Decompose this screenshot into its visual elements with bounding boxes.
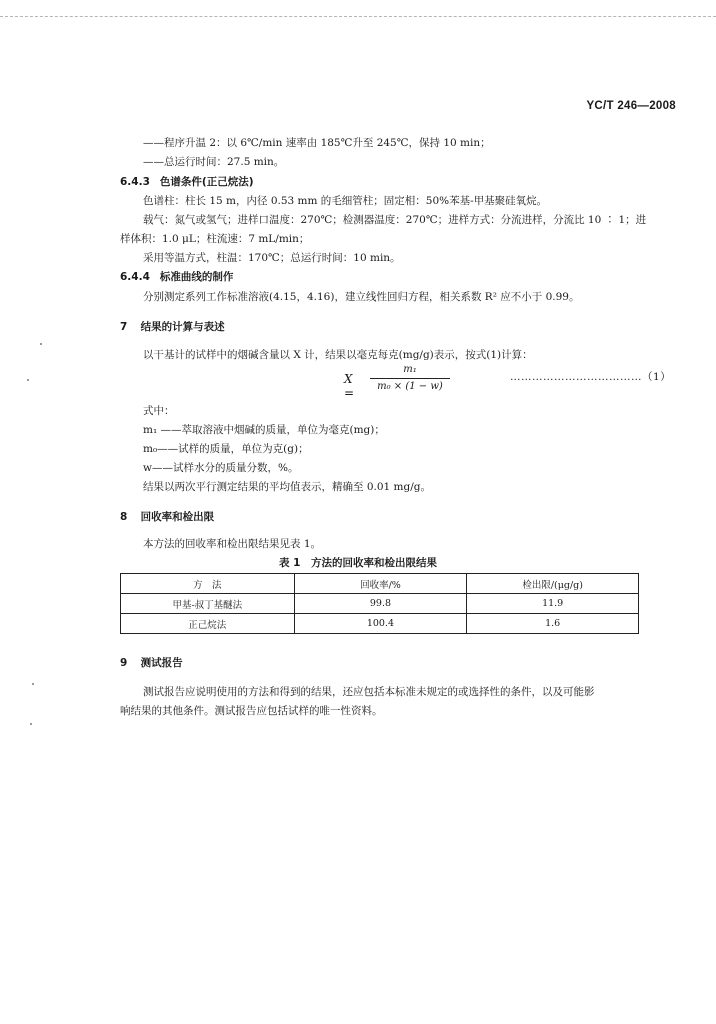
test-report-paragraph-line2: 响结果的其他条件。测试报告应包括试样的唯一性资料。 bbox=[120, 705, 383, 717]
carrier-gas-paragraph-line2: 样体积：1.0 μL；柱流速：7 mL/min； bbox=[120, 233, 310, 245]
section-title: 标准曲线的制作 bbox=[159, 271, 234, 283]
equation-number: ………………………………（1） bbox=[510, 371, 672, 383]
section-7-heading bbox=[120, 320, 225, 334]
table-header-method: 方 法 bbox=[121, 574, 295, 594]
table-cell-detection-limit: 11.9 bbox=[467, 594, 639, 614]
scan-speck bbox=[27, 379, 29, 381]
table-cell-method: 正己烷法 bbox=[121, 614, 295, 634]
section-number: 6.4.3 bbox=[120, 176, 150, 188]
table-header-detection-limit: 检出限/(μg/g) bbox=[467, 574, 639, 594]
calibration-paragraph: 分别测定系列工作标准溶液(4.15，4.16)，建立线性回归方程，相关系数 R² 应不小于 0.99。 bbox=[143, 291, 580, 303]
section-6-4-3-heading bbox=[120, 175, 254, 189]
table-cell-detection-limit: 1.6 bbox=[467, 614, 639, 634]
section-9-heading bbox=[120, 656, 183, 670]
table-header-recovery: 回收率/% bbox=[294, 574, 467, 594]
isothermal-paragraph: 采用等温方式，柱温：170℃；总运行时间：10 min。 bbox=[143, 252, 401, 264]
carrier-gas-paragraph-line1: 载气：氮气或氢气；进样口温度：270℃；检测器温度：270℃；进样方式：分流进样，分流比 10 ∶ 1；进 bbox=[143, 214, 647, 226]
section-number: 8 bbox=[120, 511, 128, 523]
fraction-bar bbox=[370, 378, 450, 379]
table-header-row bbox=[121, 574, 639, 594]
where-label: 式中： bbox=[143, 405, 175, 417]
definition-m0: m₀——试样的质量，单位为克(g)； bbox=[143, 443, 309, 455]
section-number: 7 bbox=[120, 321, 128, 333]
recovery-intro: 本方法的回收率和检出限结果见表 1。 bbox=[143, 538, 322, 550]
program-temp-line: ——程序升温 2：以 6℃/min 速率由 185℃升至 245℃，保持 10 min； bbox=[143, 137, 491, 149]
table-row bbox=[121, 594, 639, 614]
table-cell-recovery: 100.4 bbox=[294, 614, 467, 634]
scan-speck bbox=[32, 683, 34, 685]
table-cell-method: 甲基-叔丁基醚法 bbox=[121, 594, 295, 614]
table-row bbox=[121, 614, 639, 634]
definition-w: w——试样水分的质量分数，%。 bbox=[143, 462, 299, 474]
formula-numerator: m₁ bbox=[403, 364, 417, 375]
formula-lhs: X = bbox=[344, 372, 355, 400]
section-number: 6.4.4 bbox=[120, 271, 150, 283]
section-title: 色谱条件(正己烷法) bbox=[159, 176, 254, 188]
section-8-heading bbox=[120, 510, 214, 524]
definition-m1: m₁ ——萃取溶液中烟碱的质量，单位为毫克(mg)； bbox=[143, 424, 385, 436]
scan-speck bbox=[40, 343, 42, 345]
result-precision-note: 结果以两次平行测定结果的平均值表示，精确至 0.01 mg/g。 bbox=[143, 481, 431, 493]
scan-speck bbox=[30, 723, 32, 725]
column-paragraph: 色谱柱：柱长 15 m，内径 0.53 mm 的毛细管柱；固定相：50%苯基-甲基聚硅氧烷。 bbox=[143, 195, 548, 207]
test-report-paragraph-line1: 测试报告应说明使用的方法和得到的结果，还应包括本标准未规定的或选择性的条件，以及可能影 bbox=[143, 686, 595, 698]
calculation-intro: 以干基计的试样中的烟碱含量以 X 计，结果以毫克每克(mg/g)表示，按式(1)计算： bbox=[143, 349, 533, 361]
recovery-table bbox=[120, 573, 639, 634]
table-cell-recovery: 99.8 bbox=[294, 594, 467, 614]
section-title: 测试报告 bbox=[140, 657, 183, 669]
formula-fraction bbox=[370, 363, 450, 394]
section-title: 回收率和检出限 bbox=[140, 511, 215, 523]
section-6-4-4-heading bbox=[120, 270, 233, 284]
document-code: YC/T 246—2008 bbox=[586, 100, 676, 112]
top-rule bbox=[0, 16, 716, 18]
table-1-title: 表 1 方法的回收率和检出限结果 bbox=[279, 557, 437, 569]
section-number: 9 bbox=[120, 657, 128, 669]
section-title: 结果的计算与表述 bbox=[140, 321, 225, 333]
total-runtime-line: ——总运行时间：27.5 min。 bbox=[143, 156, 285, 168]
formula-denominator: m₀ × (1 − w) bbox=[377, 381, 443, 392]
